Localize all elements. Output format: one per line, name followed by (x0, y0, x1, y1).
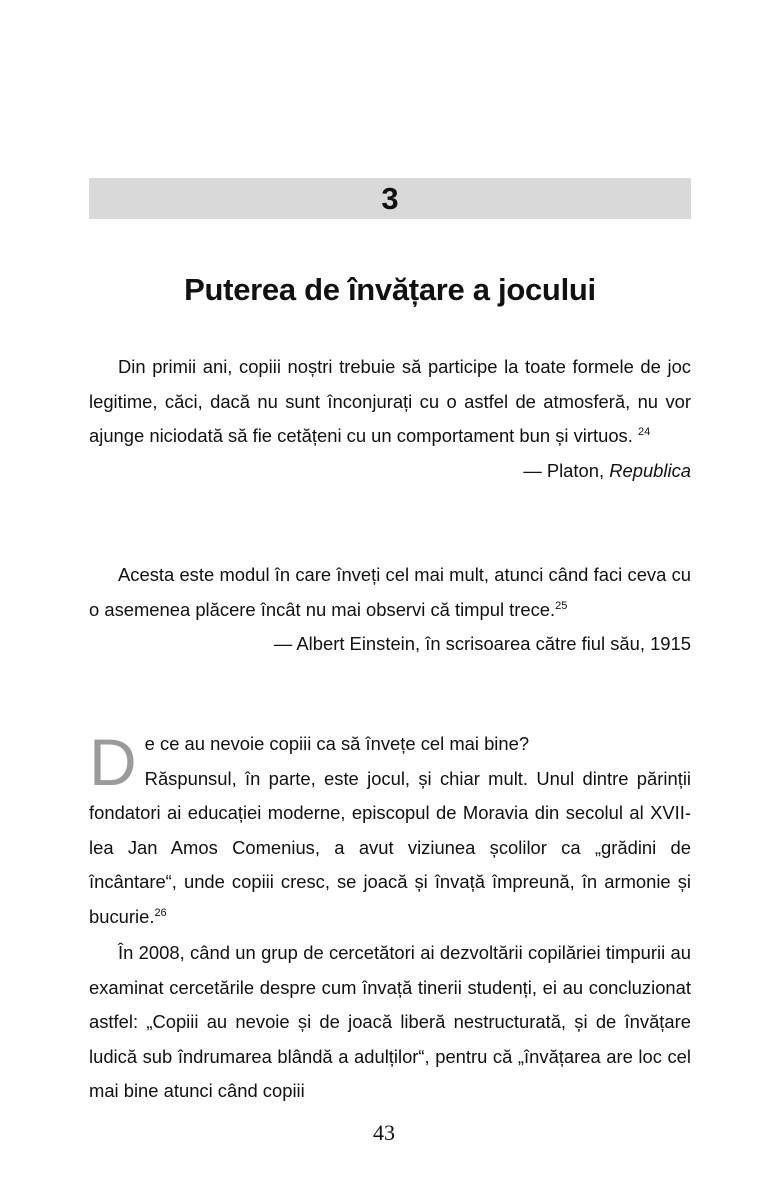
page-number: 43 (373, 1120, 395, 1145)
footnote-marker: 25 (555, 599, 568, 612)
paragraph-1-text: Răspunsul, în parte, este jocul, și chiar mult. Unul dintre părinții fondatori ai educației moderne, episcopul de Moravia din secolul al XVII-lea Jan Amos Comenius, a avut viziunea școlilor ca „grădini de încântare“, unde copiii cresc, se joacă și învață împreună, în armonie și bucurie. (89, 767, 691, 927)
chapter-number-bar (89, 178, 691, 219)
epigraph-platon (89, 350, 691, 488)
epigraph-text: Acesta este modul în care înveți cel mai mult, atunci când faci ceva cu o asemenea plăcere încât nu mai observi că timpul trece. (89, 564, 691, 620)
paragraph-1 (89, 727, 691, 934)
epigraph-quote (89, 350, 691, 454)
attribution-work: Republica (609, 459, 691, 481)
epigraph-text: Din primii ani, copiii noștri trebuie să participe la toate formele de joc legitime, căci, dacă nu sunt înconjurați cu o astfel de atmosferă, nu vor ajunge niciodată să fie cetățeni cu un comportament bun și virtuos. (89, 356, 691, 446)
chapter-title: Puterea de învățare a jocului (184, 272, 596, 307)
paragraph-2: În 2008, când un grup de cercetători ai dezvoltării copilăriei timpurii au examinat cercetările despre cum învață tinerii studenți, ei au concluzionat astfel: „Copiii au nevoie și de joacă liberă nestructurată, și de învățare ludică sub îndrumarea blândă a adulților“, pentru că „învățarea are loc cel mai bine atunci când copiii (89, 942, 691, 1101)
chapter-body (89, 727, 691, 1109)
epigraph-attribution (89, 454, 691, 489)
footnote-marker: 26 (154, 906, 167, 919)
attribution-author: — Platon, (523, 459, 610, 481)
epigraph-einstein (89, 558, 691, 662)
paragraph-1-lead: e ce au nevoie copiii ca să învețe cel mai bine? (144, 733, 530, 754)
epigraph-attribution: — Albert Einstein, în scrisoarea către fiul său, 1915 (273, 633, 691, 654)
footnote-marker: 24 (638, 425, 651, 438)
chapter-number: 3 (381, 180, 399, 216)
drop-cap: D (89, 725, 137, 799)
epigraph-quote (89, 558, 691, 627)
